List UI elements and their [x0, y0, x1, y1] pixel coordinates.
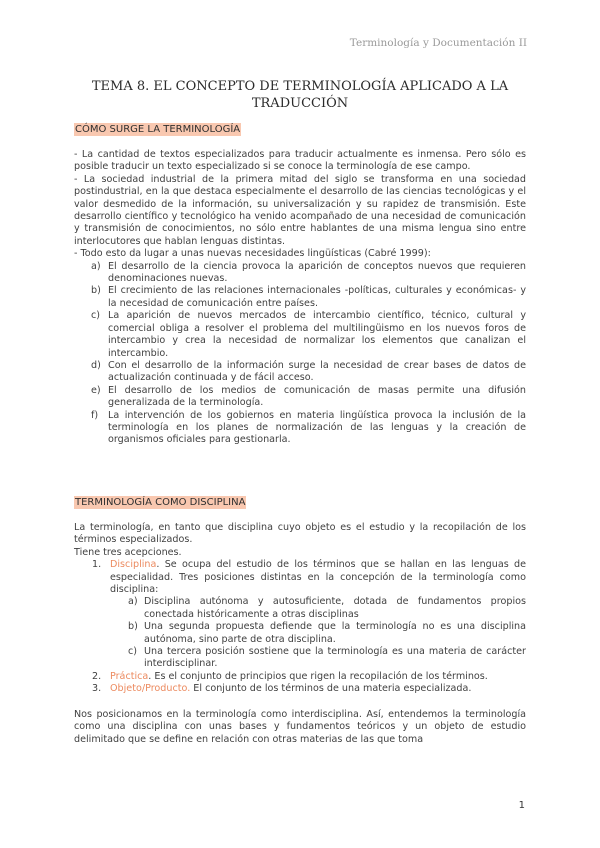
running-header: Terminología y Documentación II	[349, 37, 527, 49]
list-item	[74, 671, 526, 683]
list-marker: e)	[91, 384, 101, 396]
list-item-text: La intervención de los gobiernos en materia lingüística provoca la inclusión de la terminología en los planes de normalización de las lenguas y la creación de organismos oficiales para gestionarla.	[108, 409, 526, 446]
sublist-item	[74, 621, 526, 646]
list-item-text: Una tercera posición sostiene que la terminología es una materia de carácter interdisciplinar.	[144, 646, 526, 670]
list-item-text: . Es el conjunto de principios que rigen la recopilación de los términos.	[148, 670, 488, 682]
list-item-text: El conjunto de los términos de una materia especializada.	[190, 683, 472, 695]
list-marker: 3.	[92, 683, 102, 695]
page-number: 1	[518, 800, 525, 811]
page-title: TEMA 8. EL CONCEPTO DE TERMINOLOGÍA APLICADO A LA TRADUCCIÓN	[91, 79, 509, 111]
acceptions-list	[74, 559, 526, 695]
list-item-text: La aparición de nuevos mercados de intercambio científico, técnico, cultural y comercial obliga a resolver el problema del multilingüismo en los nuevos foros de intercambio y crea la necesidad de normalizar los elementos que canalizan el intercambio.	[108, 310, 526, 359]
section-discipline-body	[74, 522, 526, 746]
list-marker: d)	[91, 359, 101, 371]
list-item	[74, 261, 526, 286]
list-item-text: . Se ocupa del estudio de los términos que se hallan en las lenguas de especialidad. Tres posiciones distintas en la concepción de la terminología como disciplina:	[110, 559, 526, 596]
list-item	[74, 310, 526, 360]
section-heading-origin-text: CÓMO SURGE LA TERMINOLOGÍA	[75, 124, 241, 135]
list-marker: 1.	[92, 559, 102, 571]
list-item-text: El desarrollo de los medios de comunicación de masas permite una difusión generalizada de la terminología.	[108, 384, 526, 409]
section-heading-discipline	[74, 496, 246, 509]
term-label: Disciplina	[110, 559, 157, 571]
list-item	[74, 683, 526, 695]
list-item-text: Una segunda propuesta defiende que la terminología no es una disciplina autónoma, sino parte de otra disciplina.	[144, 621, 526, 645]
list-marker: 2.	[92, 670, 102, 682]
list-marker: a)	[128, 596, 138, 608]
term-label: Práctica	[110, 670, 149, 682]
paragraph: - Todo esto da lugar a unas nuevas necesidades lingüísticas (Cabré 1999):	[74, 248, 431, 260]
needs-list	[74, 261, 526, 447]
list-item-text: El crecimiento de las relaciones internacionales -políticas, culturales y económicas- y la necesidad de comunicación entre países.	[108, 285, 526, 309]
sublist-item	[74, 596, 526, 621]
section-heading-discipline-text: TERMINOLOGÍA COMO DISCIPLINA	[75, 497, 246, 508]
list-item-text: Con el desarrollo de la información surge la necesidad de crear bases de datos de actualización continuada y de fácil acceso.	[108, 359, 526, 384]
paragraph: - La sociedad industrial de la primera mitad del siglo se transforma en una sociedad postindustrial, en la que destaca especialmente el desarrollo de las ciencias tecnológicas y el valor desmedido de la información, su universalización y su rapidez de transmisión. Este desarrollo científico y tecnológico ha venido acompañado de una necesidad de comunicación y transmisión de conocimientos, no sólo entre hablantes de una misma lengua sino entre interlocutores que hablan lenguas distintas.	[74, 173, 526, 247]
sublist-item	[74, 646, 526, 671]
section-origin-body	[74, 149, 526, 447]
list-item	[74, 385, 526, 410]
list-marker: b)	[128, 621, 138, 633]
list-item-text: El desarrollo de la ciencia provoca la aparición de conceptos nuevos que requieren denominaciones nuevas.	[108, 260, 526, 285]
paragraph: Nos posicionamos en la terminología como interdisciplina. Así, entendemos la terminología como una disciplina con unas bases y fundamentos teóricos y un objeto de estudio delimitado que se define en relación con otras materias de las que toma	[74, 708, 526, 745]
term-label: Objeto/Producto.	[110, 683, 191, 695]
paragraph: La terminología, en tanto que disciplina cuyo objeto es el estudio y la recopilación de los términos especializados.	[74, 522, 526, 546]
paragraph: Tiene tres acepciones.	[74, 546, 182, 558]
list-item	[74, 360, 526, 385]
list-marker: c)	[91, 310, 101, 322]
paragraph: - La cantidad de textos especializados para traducir actualmente es inmensa. Pero sólo es posible traducir un texto especializado si se conoce la terminología de ese campo.	[74, 149, 526, 173]
list-item-text: Disciplina autónoma y autosuficiente, dotada de fundamentos propios conectada históricamente a otras disciplinas	[144, 596, 526, 620]
list-marker: f)	[91, 409, 99, 421]
section-heading-origin	[74, 123, 241, 136]
list-item	[74, 410, 526, 447]
list-item	[74, 559, 526, 671]
list-marker: a)	[91, 260, 101, 272]
positions-sublist	[110, 596, 526, 670]
list-marker: c)	[128, 646, 138, 658]
list-item	[74, 285, 526, 310]
list-marker: b)	[91, 285, 101, 297]
